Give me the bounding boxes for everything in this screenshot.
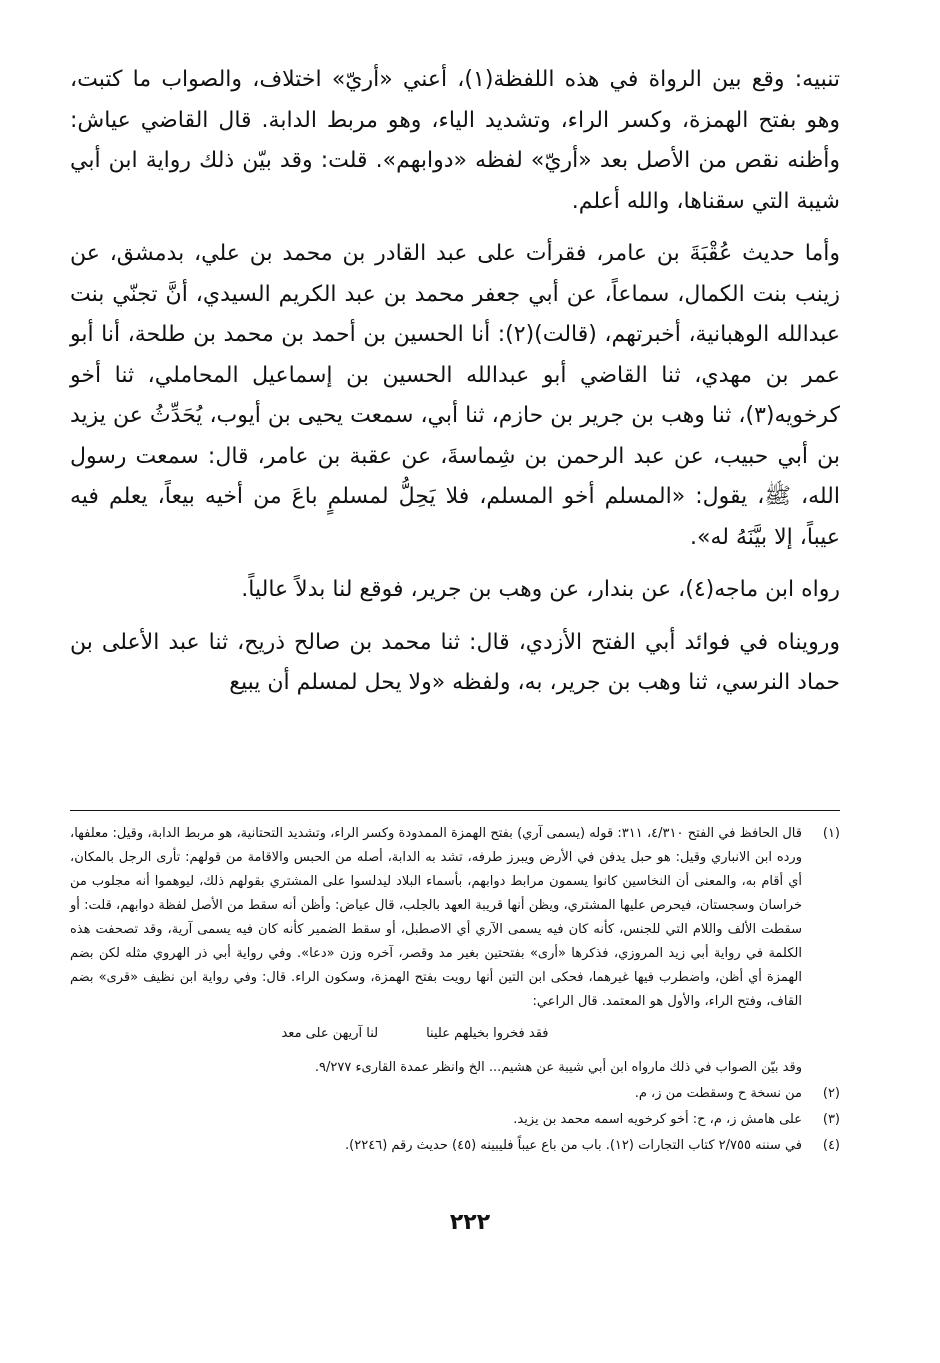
paragraph-ibn-majah: رواه ابن ماجه(٤)، عن بندار، عن وهب بن جرير، فوقع لنا بدلاً عالياً. (241, 577, 840, 602)
footnote-4 (70, 1134, 840, 1158)
footnote-text (70, 822, 802, 1014)
paragraph-hadith: وأما حديث عُقْبَةَ بن عامر، فقرأت على عبد القادر بن محمد بن علي، بدمشق، عن زينب بنت الكمال، سماعاً، عن أبي جعفر محمد بن عبد الكريم السيدي، أنَّ تجنّي بنت عبدالله الوهبانية، أخبرتهم، (قالت)(٢): أنا الحسين بن أحمد بن محمد بن طلحة، أنا أبو عمر بن مهدي، ثنا القاضي أبو عبدالله الحسين بن إسماعيل المحاملي، ثنا أخو كرخويه(٣)، ثنا وهب بن جرير بن حازم، ثنا أبي، سمعت يحيى بن أيوب، يُحَدِّثُ عن يزيد بن أبي حبيب، عن عبد الرحمن بن شِماسةَ، عن عقبة بن عامر، قال: سمعت رسول الله، ﷺ، يقول: «المسلم أخو المسلم، فلا يَحِلُّ لمسلمٍ باعَ من أخيه بيعاً، يعلم فيه عيباً، إلا بيَّنَهُ له». (70, 241, 840, 550)
page-number: ٢٢٢ (449, 1210, 491, 1235)
verse-second-hemistich: لنا آريهن على معد (281, 1026, 379, 1041)
footnote-2 (70, 1082, 840, 1106)
footnote-3 (70, 1108, 840, 1132)
paragraph-note: تنبيه: وقع بين الرواة في هذه اللفظة(١)، أعني «أريّ» اختلاف، والصواب ما كتبت، وهو بفتح الهمزة، وكسر الراء، وتشديد الياء، وهو مربط الدابة. قال القاضي عياش: وأظنه نقص من الأصل بعد «أريّ» لفظه «دوابهم». قلت: وقد بيّن ذلك رواية ابن أبي شيبة التي سقناها، والله أعلم. (70, 67, 840, 214)
footnote-divider (70, 810, 840, 811)
footnote-number: (١) (822, 826, 840, 841)
footnote-text: على هامش ز، م، ح: أخو كرخويه اسمه محمد بن يزيد. (513, 1112, 802, 1127)
footnote-text: في سننه ٢/٧٥٥ كتاب التجارات (١٢). باب من باع عيباً فليبينه (٤٥) حديث رقم (٢٢٤٦). (345, 1138, 802, 1153)
paragraph-azdi: ورويناه في فوائد أبي الفتح الأزدي، قال: ثنا محمد بن صالح ذريح، ثنا عبد الأعلى بن حماد النرسي، ثنا وهب بن جرير، به، ولفظه «ولا يحل لمسلم أن يبيع (70, 629, 840, 695)
verse-first-hemistich: فقد فخروا بخيلهم علينا (426, 1026, 549, 1041)
footnote-1-tail: وقد بيّن الصواب في ذلك مارواه ابن أبي شيبة عن هشيم... الخ وانظر عمدة القارىء ٩/٢٧٧. (314, 1060, 802, 1075)
page (70, 60, 840, 1153)
footnote-number: (٤) (822, 1138, 840, 1153)
footnote-number: (٣) (822, 1112, 840, 1127)
footnotes (70, 822, 840, 1160)
footnote-number: (٢) (822, 1086, 840, 1101)
main-text (70, 60, 840, 704)
footnote-1 (70, 822, 840, 1014)
footnote-text: من نسخة ح وسقطت من ز، م. (634, 1086, 802, 1101)
footnote-text-body: قال الحافظ في الفتح ٤/٣١٠، ٣١١: قوله (يسمى آري) بفتح الهمزة الممدودة وكسر الراء، وتشديد التحتانية، هو مربط الدابة، وقيل: معلفها، ورده ابن الانباري وقيل: هو حبل يدفن في الأرض ويبرز طرفه، تشد به الدابة، أصله من الحبس والاقامة من قولهم: تأرى الرجل بالمكان، أي أقام به، والمعنى أن النخاسين كانوا يسمون مرابط دوابهم، بأسماء البلاد ليدلسوا على المشتري بقولهم ذلك، ليوهموا أنه مجلوب من خراسان وسجستان، فيحرص عليها المشتري، ويظن أنها قريبة العهد بالجلب، قال عياض: وأظن أنه سقط من الأصل لفظة دوابهم، قلت: أو سقطت الألف واللام التي للجنس، كأنه كان فيه يسمى الآري أي الاصطبل، أو سقط الضمير كأنه كان فيه يسمى آرية، وقد تصحفت هذه الكلمة في رواية أبي زيد المروزي، فذكرها «أرى» بفتحتين بغير مد وقصر، آخره وزن «دعا». وفي رواية أبي ذر الهروي مثله لكن بضم الهمزة أي أظن، واضطرب فيها غيرهما، فحكى ابن التين أنها رويت بفتح الهمزة، وسكون الراء. قال: وفي رواية ابن نظيف «قرى» بضم القاف، وفتح الراء، والأول هو المعتمد. قال الراعي: (70, 826, 802, 1009)
poetry-verse (70, 1022, 840, 1046)
